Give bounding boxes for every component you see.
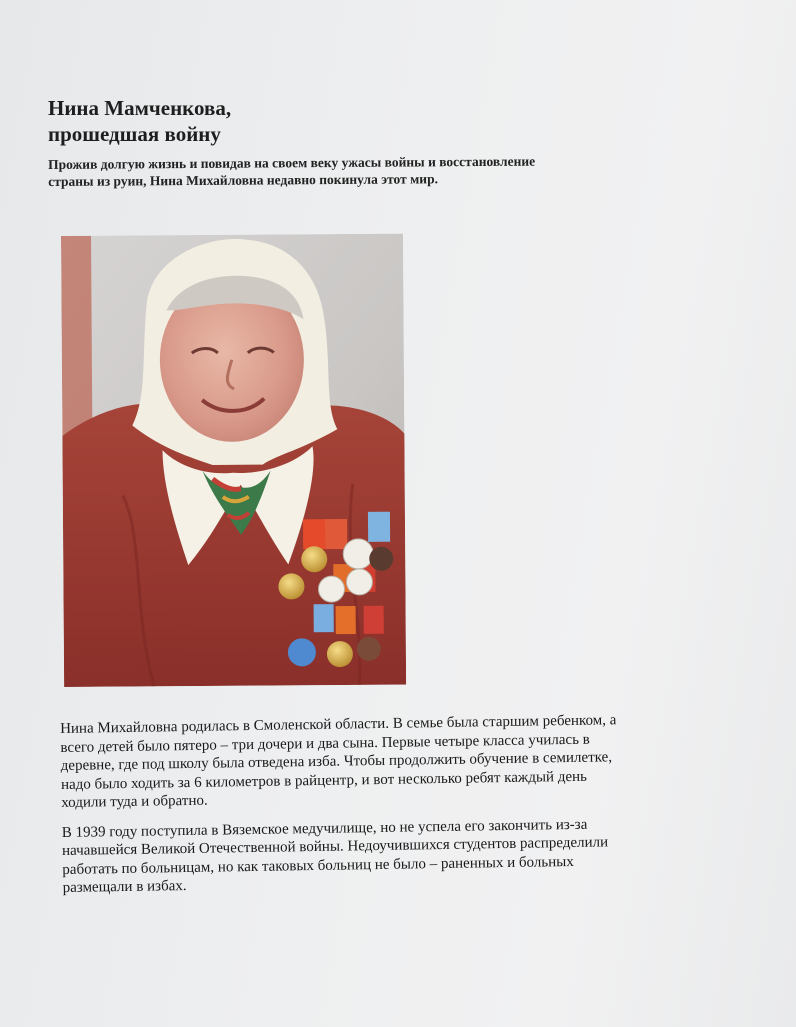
paragraph-line: Нина Михайловна родилась в Смоленской области. В семье была старшим ребенком, а [60, 712, 617, 737]
paragraph-line: деревне, где под школу была отведена изба. Чтобы продолжить обучение в семилетке, [60, 749, 613, 774]
paragraph-line: начавшейся Великой Отечественной войны. Недоучившихся студентов распределили [61, 834, 609, 859]
paragraph-line: В 1939 году поступила в Вяземское медучилище, но не успела его закончить из-за [61, 816, 588, 841]
paragraph [60, 710, 721, 813]
title-line: Нина Мамченкова, [48, 96, 232, 120]
paragraph [62, 813, 723, 897]
portrait-photo-icon [61, 234, 406, 687]
article-body [60, 710, 723, 909]
paragraph-line: ходили туда и обратно. [61, 792, 208, 811]
lead-line: Прожив долгую жизнь и повидав на своем веку ужасы войны и восстановление [48, 153, 536, 172]
paragraph-line: всего детей было пятеро – три дочери и два сына. Первые четыре класса училась в [60, 731, 590, 756]
paragraph-line: работать по больницам, но как таковых больниц не было – раненных и больных [62, 853, 574, 878]
paragraph-line: надо было ходить за 6 километров в райцентр, и вот несколько ребят каждый день [60, 768, 588, 793]
portrait-photo [61, 234, 406, 687]
lead-line: страны из руин, Нина Михайловна недавно покинула этот мир. [48, 171, 438, 189]
article-title [48, 95, 231, 147]
title-line: прошедшая войну [48, 122, 221, 146]
article-lead [48, 152, 688, 190]
paragraph-line: размещали в избах. [62, 878, 187, 896]
